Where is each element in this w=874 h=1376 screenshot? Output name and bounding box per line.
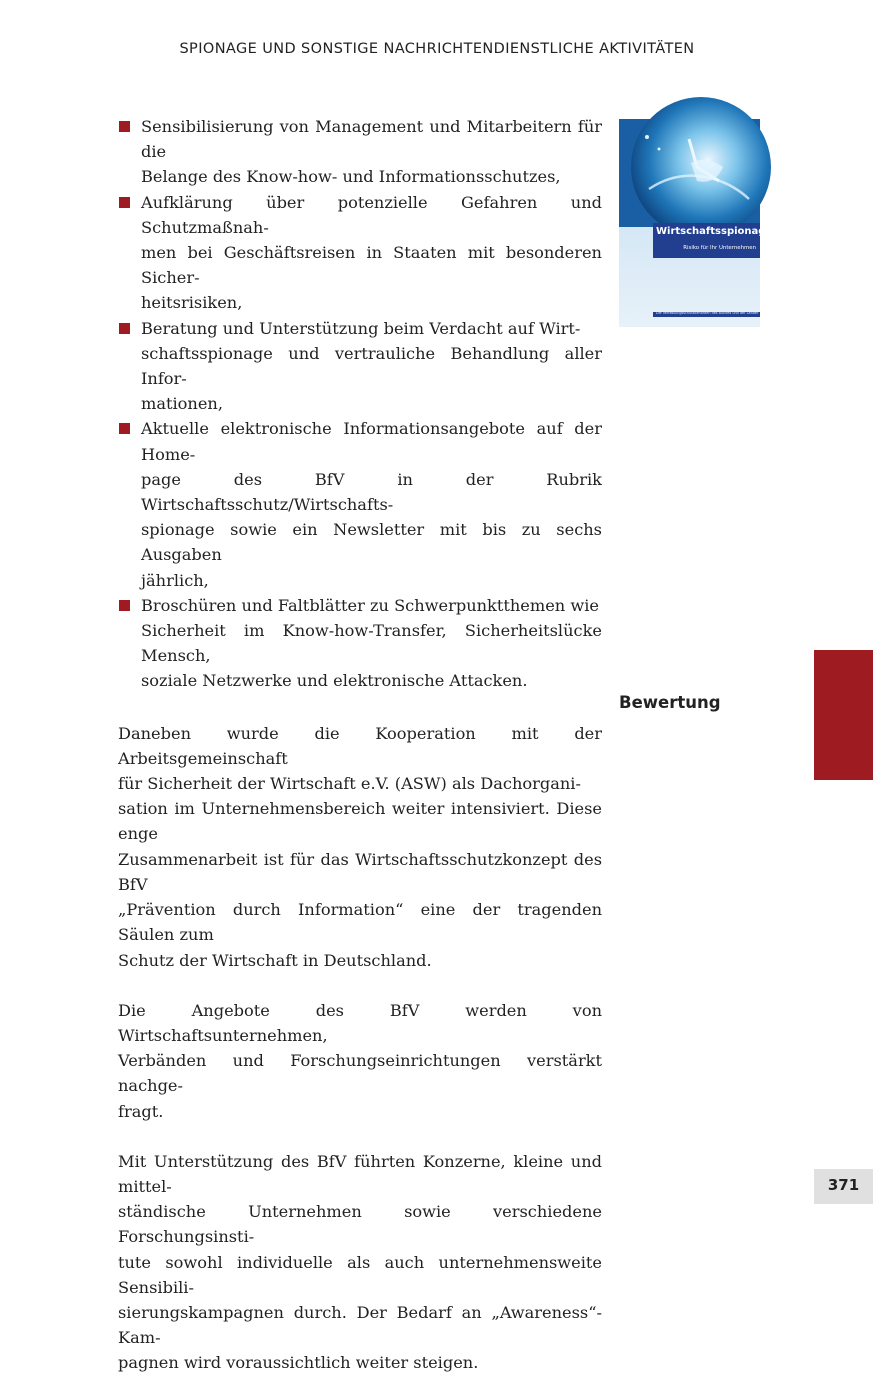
bullet-item (118, 316, 602, 417)
bullet-item (118, 190, 602, 316)
page-number-box (814, 1169, 873, 1204)
paragraph-campaigns (118, 1149, 602, 1376)
square-bullet-icon (119, 121, 130, 132)
paragraph-line: Zusammenarbeit ist für das Wirtschaftsschutzkonzept des BfV (118, 849, 602, 894)
bullet-line: mationen, (141, 394, 224, 414)
paragraph-line: für Sicherheit der Wirtschaft e.V. (ASW) als Dachorgani- (118, 774, 581, 794)
paragraph-line: ständische Unternehmen sowie verschiedene Forschungsinsti- (118, 1202, 602, 1247)
bullet-line: Sicherheit im Know-how-Transfer, Sicherheitslücke Mensch, (141, 621, 602, 666)
paragraph-cooperation (118, 721, 602, 973)
paragraph-line: Daneben wurde die Kooperation mit der Arbeitsgemeinschaft (118, 723, 602, 768)
paragraph-line: sierungskampagnen durch. Der Bedarf an „Awareness“-Kam- (118, 1302, 602, 1348)
bullet-line: Beratung und Unterstützung beim Verdacht auf Wirt- (141, 318, 581, 338)
main-text-column (118, 114, 602, 1376)
bullet-line: Sensibilisierung von Management und Mitarbeitern für die (141, 117, 602, 162)
bullet-line: Broschüren und Faltblätter zu Schwerpunktthemen wie (141, 595, 599, 615)
square-bullet-icon (119, 600, 130, 611)
paragraph-line: tute sowohl individuelle als auch unternehmensweite Sensibili- (118, 1252, 602, 1297)
bullet-line: page des BfV in der Rubrik Wirtschaftsschutz/Wirtschafts- (141, 469, 602, 515)
paragraph-line: Die Angebote des BfV werden von Wirtschaftsunternehmen, (118, 1000, 602, 1045)
chapter-thumb-tab (814, 650, 873, 780)
paragraph-line: pagnen wird voraussichtlich weiter steigen. (118, 1353, 479, 1373)
square-bullet-icon (119, 423, 130, 434)
bullet-line: jährlich, (141, 570, 209, 590)
cover-title-box (653, 223, 773, 258)
bullet-item (118, 416, 602, 592)
bullet-line: schaftsspionage und vertrauliche Behandlung aller Infor- (141, 343, 602, 389)
paragraph-line: Verbänden und Forschungseinrichtungen verstärkt nachge- (118, 1051, 602, 1096)
square-bullet-icon (119, 323, 130, 334)
bullet-item (118, 593, 602, 694)
paragraph-line: sation im Unternehmensbereich weiter intensiviert. Diese enge (118, 799, 602, 844)
bullet-line: heitsrisiken, (141, 293, 243, 313)
cover-subtitle: Risiko für Ihr Unternehmen (683, 245, 756, 251)
cover-footer-bar (653, 312, 760, 317)
cover-photo (619, 119, 760, 227)
bullet-line: men bei Geschäftsreisen in Staaten mit besonderen Sicher- (141, 243, 602, 288)
bullet-line: Aufklärung über potenzielle Gefahren und Schutzmaßnah- (141, 192, 602, 237)
brochure-cover-image (619, 119, 773, 327)
bullet-line: Aktuelle elektronische Informationsangebote auf der Home- (141, 419, 602, 464)
paragraph-demand (118, 998, 602, 1124)
bullet-list (118, 114, 602, 694)
bullet-item (118, 114, 602, 190)
paragraph-line: Mit Unterstützung des BfV führten Konzerne, kleine und mittel- (118, 1151, 602, 1196)
paragraph-line: Schutz der Wirtschaft in Deutschland. (118, 950, 432, 970)
bullet-line: Belange des Know-how- und Informationsschutzes, (141, 167, 561, 187)
running-header: SPIONAGE UND SONSTIGE NACHRICHTENDIENSTLICHE AKTIVITÄTEN (179, 41, 695, 57)
paragraph-line: fragt. (118, 1101, 164, 1121)
bullet-line: spionage sowie ein Newsletter mit bis zu sechs Ausgaben (141, 520, 602, 565)
bullet-line: soziale Netzwerke und elektronische Attacken. (141, 671, 528, 691)
cover-title: Wirtschaftsspionage (656, 226, 773, 237)
margin-heading-bewertung: Bewertung (619, 693, 721, 712)
cover-footer-text: Die Verfassungsschutzbehörden des Bundes und der Länder (656, 311, 759, 315)
square-bullet-icon (119, 197, 130, 208)
paragraph-line: „Prävention durch Information“ eine der tragenden Säulen zum (118, 900, 602, 945)
page-number: 371 (827, 1176, 860, 1194)
